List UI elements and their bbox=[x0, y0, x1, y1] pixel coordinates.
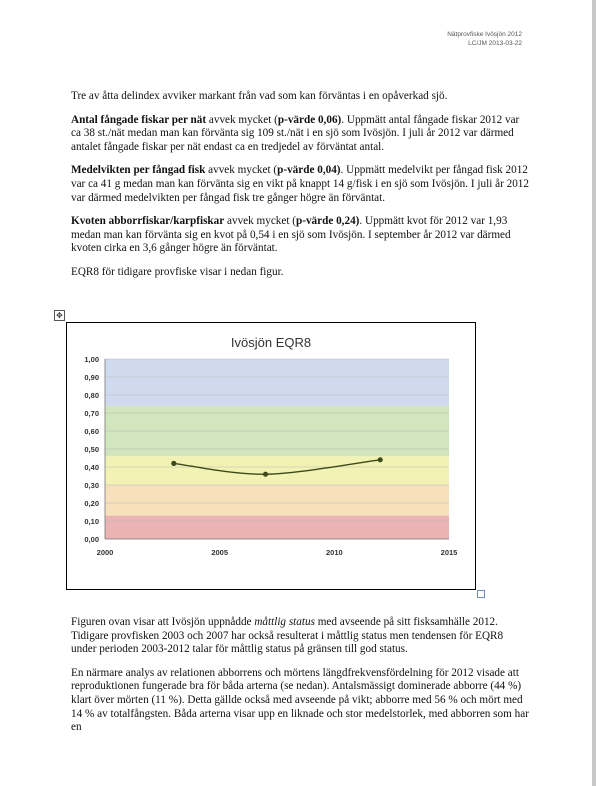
p-letter: p bbox=[295, 215, 303, 228]
text-span: med avseende på sitt fisksamhälle 2012. Tidigare provfisken 2003 och 2007 har också resulterat i måttlig status men tendensen för EQR8 under perioden 2003-2012 talar för måttlig status på gränsen till god status. bbox=[71, 616, 504, 656]
text-span: avvek mycket ( bbox=[224, 215, 296, 228]
y-tick-label: 0,30 bbox=[84, 481, 99, 490]
y-tick-label: 0,60 bbox=[84, 427, 99, 436]
status-band-2 bbox=[105, 456, 449, 485]
text-span: avvek mycket ( bbox=[206, 113, 278, 126]
document-body-continued bbox=[71, 616, 531, 745]
figure-analysis-paragraph bbox=[71, 616, 531, 657]
p-letter: p bbox=[277, 164, 284, 177]
y-tick-label: 0,90 bbox=[84, 373, 99, 382]
text-span: avvek mycket ( bbox=[205, 164, 278, 177]
eqr8-chart bbox=[67, 323, 475, 589]
status-band-4 bbox=[105, 359, 449, 406]
chart-frame[interactable] bbox=[66, 322, 476, 590]
y-tick-label: 0,80 bbox=[84, 391, 99, 400]
x-tick-label: 2005 bbox=[211, 548, 229, 557]
intro-paragraph: Tre av åtta delindex avviker markant från vad som kan förväntas i en opåverkad sjö. bbox=[71, 90, 448, 102]
y-tick-label: 1,00 bbox=[84, 355, 99, 364]
header-author-date: LC/JM 2013-03-22 bbox=[468, 40, 522, 47]
term-ratio: Kvoten abborrfiskar/karpfiskar bbox=[71, 215, 225, 228]
y-tick-label: 0,50 bbox=[84, 445, 99, 454]
y-tick-label: 0,40 bbox=[84, 463, 99, 472]
p-value: -värde 0,24) bbox=[302, 215, 360, 228]
status-band-0 bbox=[105, 516, 449, 539]
term-fish-per-net: Antal fångade fiskar per nät bbox=[71, 113, 207, 126]
term-mean-weight: Medelvikten per fångad fisk bbox=[71, 164, 206, 177]
move-handle-icon[interactable]: ✥ bbox=[54, 310, 65, 321]
status-band-1 bbox=[105, 485, 449, 516]
text-span: Figuren ovan visar att Ivösjön uppnådde bbox=[71, 616, 255, 628]
text-span: . Uppmätt medelvikt per fångad fisk 2012 var ca 41 g medan man kan förvänta sig en vikt på knappt 14 g/fisk i en sjö som Ivösjön. I juli år 2012 var därmed medelvikten per fångad fisk tre gånger högre än förväntat. bbox=[71, 164, 529, 204]
document-body bbox=[71, 90, 531, 290]
length-analysis-paragraph: En närmare analys av relationen abborrens och mörtens längdfrekvensfördelning för 2012 visade att reproduktionen fungerade bra för båda arterna (se nedan). Antalsmässigt dominerade abborre (44 %) klart över mörten (11 %). Detta gällde också med avseende på vikt; abborre med 56 % och mört med 14 % av totalfångsten. Båda arterna visar upp en liknade och stor medelstorlek, med abborren som har en bbox=[71, 666, 529, 734]
paragraph-fish-per-net bbox=[71, 114, 531, 155]
data-point bbox=[378, 457, 383, 462]
resize-handle[interactable] bbox=[477, 590, 485, 598]
p-letter: p bbox=[277, 113, 285, 126]
figure-intro-paragraph: EQR8 för tidigare provfiske visar i nedan figur. bbox=[71, 265, 284, 278]
page-header bbox=[447, 30, 522, 48]
x-tick-label: 2015 bbox=[440, 548, 458, 557]
data-point bbox=[171, 461, 176, 466]
chart-title: Ivösjön EQR8 bbox=[230, 335, 312, 350]
x-tick-label: 2010 bbox=[325, 548, 343, 557]
header-title: Nätprovfiske Ivösjön 2012 bbox=[447, 31, 522, 38]
p-value: -värde 0,06) bbox=[284, 113, 342, 126]
y-tick-label: 0,10 bbox=[84, 517, 99, 526]
data-point bbox=[263, 472, 268, 477]
y-tick-label: 0,70 bbox=[84, 409, 99, 418]
y-tick-label: 0,00 bbox=[84, 535, 99, 544]
paragraph-ratio bbox=[71, 215, 531, 256]
x-tick-label: 2000 bbox=[96, 548, 114, 557]
text-span: . Uppmätt kvot för 2012 var 1,93 medan man kan förvänta sig en kvot på 0,54 i en sjö som Ivösjön. I september år 2012 var därmed kvoten cirka en 3,6 gånger högre än förväntat. bbox=[71, 215, 511, 255]
paragraph-mean-weight bbox=[71, 164, 531, 205]
text-span: . Uppmätt antal fångade fiskar 2012 var ca 38 st./nät medan man kan förvänta sig 109 st./nät i en sjö som Ivösjön. I juli år 2012 var därmed antalet fångade fiskar per nät endast ca en tredjedel av förväntat antal. bbox=[71, 113, 520, 153]
p-value: -värde 0,04) bbox=[283, 164, 341, 177]
status-term: måttlig status bbox=[254, 616, 315, 628]
page-edge bbox=[592, 0, 596, 786]
y-tick-label: 0,20 bbox=[84, 499, 99, 508]
